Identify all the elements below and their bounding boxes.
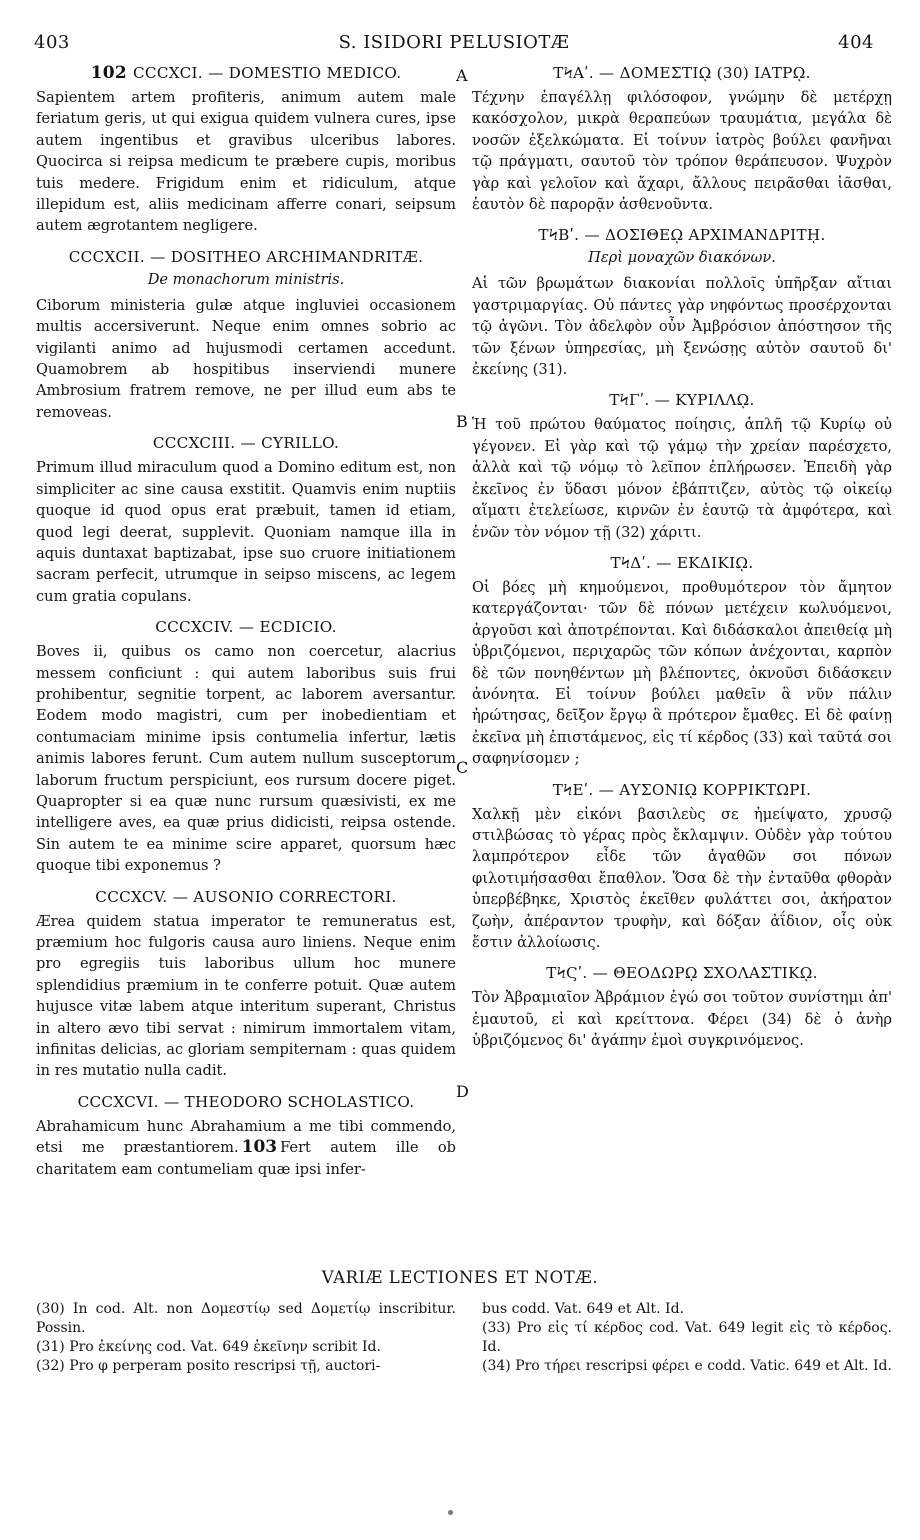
latin-letter-396 [36,1091,456,1180]
ink-speck [448,1510,453,1515]
greek-letter-392 [472,224,892,380]
greek-letter-391 [472,62,892,215]
letter-title: ΤϞϚʹ. — ΘΕΟΔΩΡῼ ΣΧΟΛΑΣΤΙΚῼ. [546,964,818,983]
letter-title: ΤϞΕʹ. — ΑΥΣΟΝΙῼ ΚΟΡΡΙΚΤΩΡΙ. [552,780,812,799]
greek-column [472,62,892,1061]
letter-title: CCCXCV. — AUSONIO CORRECTORI. [95,887,397,906]
latin-letter-391 [36,62,456,237]
letter-title: CCCXCVI. — THEODORO SCHOLASTICO. [77,1092,415,1111]
letter-body: Ἡ τοῦ πρώτου θαύματος ποίησις, ἁπλῆ τῷ Κυρίῳ οὐ γέγονεν. Εἰ γὰρ καὶ τῷ γάμῳ τὴν χρείαν παρέσχετο, ἀλλὰ καὶ τῷ νόμῳ τὸ λεῖπον ἐπλήρωσεν. Ἐπειδὴ γὰρ ἐκεῖνος ἐν ὕδασι μόνον ἐβάπτιζεν, αὐτὸς τῷ οἰκείῳ αἵματι ἐτελείωσε, κιρνῶν ἐν ἑαυτῷ τὰ ἀμφότερα, καὶ ἑνῶν τὸν νόμον τῇ (32) χάριτι. [472,416,892,541]
letter-body: Οἱ βόες μὴ κημούμενοι, προθυμότερον τὸν ἄμητον κατεργάζονται· τῶν δὲ πόνων μετέχειν κωλυόμενοι, ἀργοῦσι καὶ ἀποτρέπονται. Καὶ διδάσκαλοι ἀπειθείᾳ μὴ ὑβριζόμενοι, περιχαρῶς τῶν κόπων ἀνέχονται, καρπὸν δὲ τῶν πονηθέντων μὴ βλέποντες, ὀκνοῦσι διδάσκειν ἀνόνητα. Εἰ τοίνυν βούλει μαθεῖν ἃ νῦν πάλιν ἠρώτησας, δεῖξον ἔργῳ ἃ πρότερον ἔμαθες. Εἰ δὲ φαίνῃ ἐκεῖνα μὴ ἐπιστάμενος, εἰς τί κέρδος (33) καὶ ταῦτά σοι σαφηνίσομεν ; [472,578,892,768]
notes-heading: VARIÆ LECTIONES ET NOTÆ. [321,1268,599,1287]
note-item: (30) In cod. Alt. non Δομεστίῳ sed Δομετίῳ inscribitur. Possin. [36,1301,456,1336]
running-header [34,32,874,54]
right-page-number: 404 [838,32,874,53]
latin-column [36,62,456,1189]
letter-body: Αἱ τῶν βρωμάτων διακονίαι πολλοῖς ὑπῆρξαν αἴτιαι γαστριμαργίας. Οὐ πάντες γὰρ νηφόντως προσέρχονται τῷ ἀγῶνι. Τὸν ἀδελφὸν οὖν Ἀμβρόσιον ἀπόστησον τῆς τῶν ξένων ὑπηρεσίας, μὴ ξενώσῃς αὐτὸν σαυτοῦ δι' ἐκείνης (31). [472,275,892,379]
greek-letter-393 [472,389,892,542]
letter-body: Ærea quidem statua imperator te remuneratus est, præmium hoc fulgoris causa auro liniens. Neque enim pro egregiis tuis laboribus ullum hoc munere splendidius præmium in te conferre potuit. Quæ autem hujusce vitæ labem atque interitum superant, Christus in altero ævo tibi servat : nimirum immortalem vitam, infinitas delicias, ac gloriam sempiternam : quas quidem in res mutatio nulla cadit. [36,912,456,1080]
left-page-number: 403 [34,32,70,53]
margin-letter-c: C [456,758,469,777]
margin-letter-d: D [456,1082,469,1101]
letter-subtitle: Περὶ μοναχῶν διακόνων. [588,249,776,267]
latin-letter-393 [36,432,456,607]
note-item: (32) Pro φ perperam posito rescripsi τῇ, auctori- [36,1358,381,1374]
greek-letter-394 [472,552,892,770]
page-mark: 102 [90,63,127,83]
letter-body: Ciborum ministeria gulæ atque ingluviei occasionem multis accersiverunt. Neque enim omnes sobrio ac vigilanti animo ad hujusmodi certamen accedunt. Quamobrem ab hospitibus inserviendi munere Ambrosium fratrem remove, ne per illud eum abs te removeas. [36,296,456,421]
letter-title: ΤϞΓʹ. — ΚΥΡΙΛΛῼ. [609,391,755,410]
running-title: S. ISIDORI PELUSIOTÆ [338,32,570,53]
notes-right-column [482,1300,892,1376]
letter-body: Sapientem artem profiteris, animum autem male feriatum geris, ut qui exigua quidem vulnera cures, ipse autem ingentibus et gravibus ulceribus labores. Quocirca si reipsa medicum te præbere cupis, moribus tuis medere. Frigidum enim et ridiculum, atque illepidum est, aliis medicinam afferre conari, seipsum autem ægrotantem negligere. [36,89,456,235]
note-item: (31) Pro ἐκείνης cod. Vat. 649 ἐκεῖνην scribit Id. [36,1339,381,1355]
latin-letter-394 [36,616,456,876]
greek-letter-396 [472,962,892,1051]
letter-title: CCCXCIII. — CYRILLO. [152,434,340,453]
note-item: (34) Pro τήρει rescripsi φέρει e codd. Vatic. 649 et Alt. Id. [482,1358,892,1374]
latin-letter-395 [36,886,456,1082]
margin-letter-b: B [456,412,468,431]
notes-left-column [36,1300,456,1376]
letter-title: CCCXCII. — DOSITHEO ARCHIMANDRITÆ. [68,247,424,266]
margin-letter-a: A [456,66,468,85]
letter-body: Abrahamicum hunc Abrahamium a me tibi commendo, etsi me præstantiorem. 103 Fert autem ille ob charitatem eam contumeliam quæ ipsi infer- [36,1117,456,1178]
letter-title: ΤϞΔʹ. — ΕΚΔΙΚΙῼ. [610,553,754,572]
letter-body: Primum illud miraculum quod a Domino editum est, non simpliciter ac sine causa exstitit. Quamvis enim nuptiis quoque id quod opus erat præbuit, tamen id etiam, quod legi deerat, supplevit. Quoniam namque illa in aquis duntaxat baptizabat, ipse suo cruore initiationem sacram perfecit, utrumque in seipso miscens, ac legem cum gratia copulans. [36,459,456,605]
letter-body: Τέχνην ἐπαγέλλῃ φιλόσοφον, γνώμην δὲ μετέρχῃ κακόσχολον, μικρὰ θεραπεύων τραυμάτια, μεγάλα δὲ νοσῶν ἐξελκώματα. Εἰ τοίνυν ἰατρὸς βούλει φανῆναι τῷ πράγματι, σαυτοῦ τὸν τρόπον θεράπευσον. Ψυχρὸν γὰρ καὶ γελοῖον καὶ ἄχαρι, ἄλλους πειρᾶσθαι ἰᾶσθαι, ἑαυτὸν δὲ παρορᾷν ἀσθενοῦντα. [472,89,892,214]
letter-body: Boves ii, quibus os camo non coercetur, alacrius messem conficiunt : qui autem laboribus suis frui prohibentur, segnitie torpent, ac laborem aversantur. Eodem modo magistri, cum per inobedientiam et contumaciam minime ipsis contumelia infertur, lætis animis labores ferunt. Cum autem nullum susceptorum laborum fructum perspiciunt, eos rursum docere piget. Quapropter si ea quæ nunc rursum quæsivisti, ex me intelligere aves, ea quæ prius didicisti, reipsa ostende. Sin autem te ea minime scire apparet, quorsum hæc quoque tibi exponemus ? [36,643,456,875]
letter-title: ΤϞΑʹ. — ΔΟΜΕΣΤΙῼ (30) ΙΑΤΡῼ. [553,64,811,82]
letter-title: ΤϞΒʹ. — ΔΟΣΙΘΕῼ ΑΡΧΙΜΑΝΔΡΙΤῌ. [538,226,826,245]
greek-letter-395 [472,779,892,954]
letter-subtitle: De monachorum ministris. [147,270,345,288]
letter-body: Χαλκῇ μὲν εἰκόνι βασιλεὺς σε ἠμείψατο, χρυσῷ στιλβώσας τὸ γέρας πρὸς ἔκλαμψιν. Οὐδὲν γὰρ τούτου λαμπρότερον εἶδε τῶν ἀγαθῶν σοι πόνων φιλοτιμήσασθαι ἔπαθλον. Ὅσα δὲ τὴν ἐνταῦθα φθορὰν ὑπερβέβηκε, Χριστὸς ἐκεῖθεν φυλάττει σοι, ἀκήρατον ζωὴν, ἀπέραντον τρυφὴν, καὶ δόξαν ἀΐδιον, οἷς οὐκ ἔστιν ἀλλοίωσις. [472,805,892,951]
letter-body: Τὸν Ἀβραμιαῖον Ἀβράμιον ἐγώ σοι τοῦτον συνίστημι ἀπ' ἐμαυτοῦ, εἰ καὶ κρείττονα. Φέρει (34) δὲ ὁ ἀνὴρ ὑβριζόμενος δι' ἀγάπην ἐμοὶ συγκρινόμενος. [472,989,892,1050]
page-mark: 103 [241,1137,278,1158]
letter-title: CCCXCIV. — ECDICIO. [155,618,337,637]
letter-title: 102 CCCXCI. — DOMESTIO MEDICO. [90,63,402,83]
latin-letter-392 [36,246,456,423]
note-item: (33) Pro εἰς τί κέρδος cod. Vat. 649 legit εἰς τὸ κέρδος. Id. [482,1320,892,1355]
note-item: bus codd. Vat. 649 et Alt. Id. [482,1301,684,1317]
